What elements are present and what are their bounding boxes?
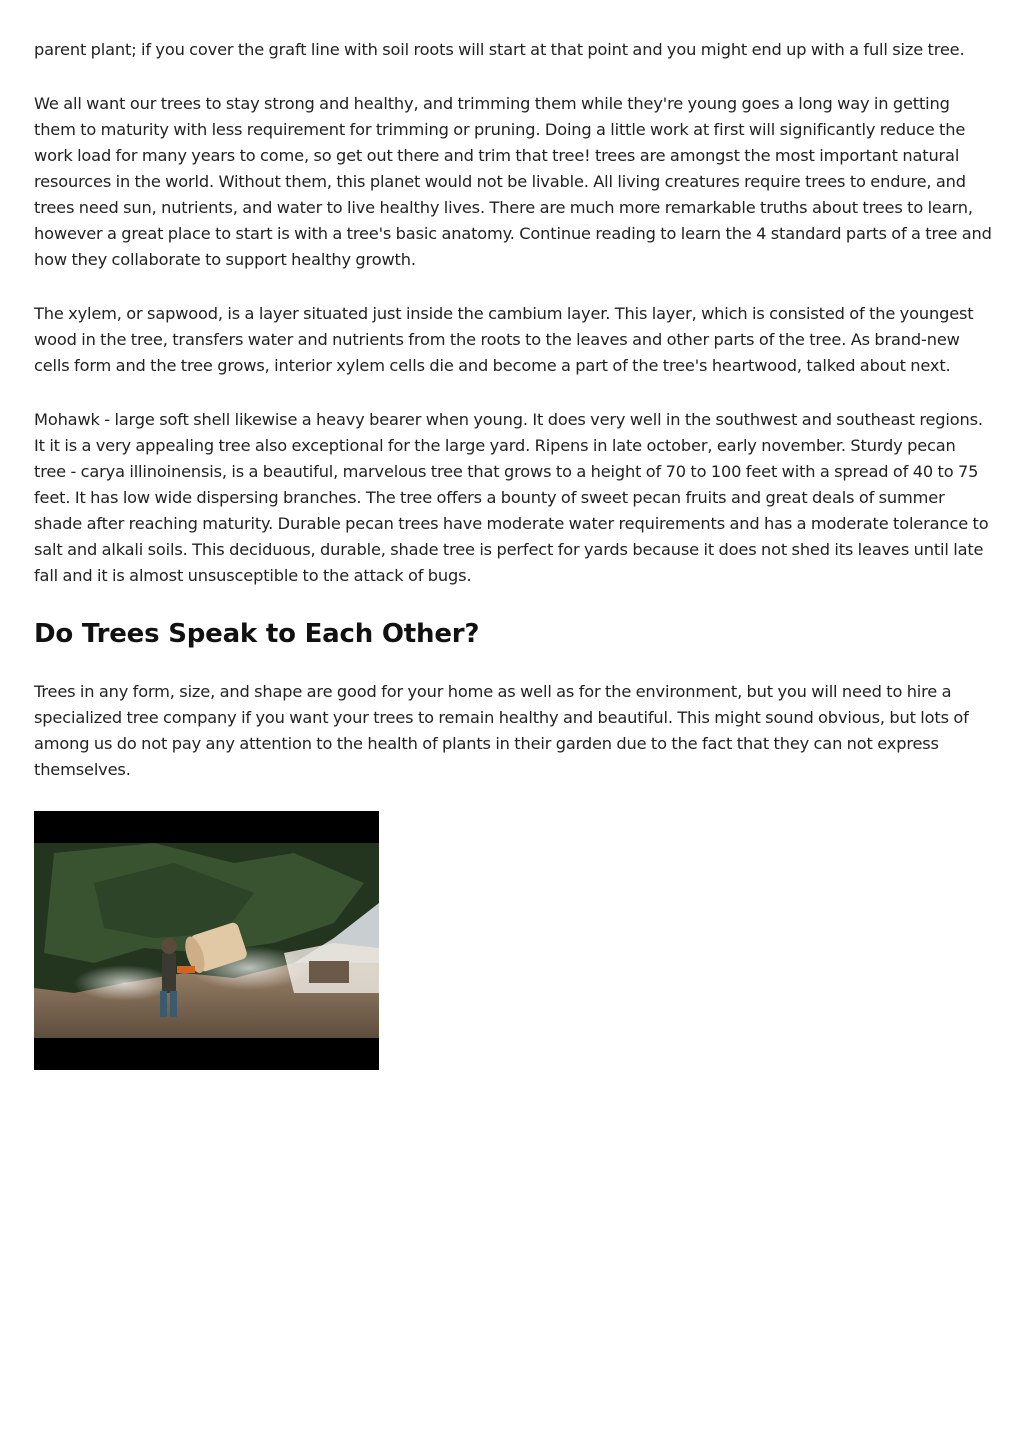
paragraph-mohawk-pecan: Mohawk - large soft shell likewise a heavy bearer when young. It does very well in the southwest and southeast regions. It it is a very appealing tree also exceptional for the large yard. Ripens in late october, early november. Sturdy pecan tree - carya illinoinensis, is a beautiful, marvelous tree that grows to a height of 70 to 100 feet with a spread of 40 to 75 feet. It has low wide dispersing branches. The tree offers a bounty of sweet pecan fruits and great deals of summer shade after reaching maturity. Durable pecan trees have moderate water requirements and has a moderate tolerance to salt and alkali soils. This deciduous, durable, shade tree is perfect for yards because it does not shed its leaves until late fall and it is almost unsusceptible to the attack of bugs. — [34, 410, 989, 585]
paragraph-xylem: The xylem, or sapwood, is a layer situated just inside the cambium layer. This layer, which is consisted of the youngest wood in the tree, transfers water and nutrients from the roots to the leaves and other parts of the tree. As brand-new cells form and the tree grows, interior xylem cells die and become a part of the tree's heartwood, talked about next. — [34, 304, 974, 375]
article-body — [34, 37, 992, 1070]
paragraph-trimming-trees: We all want our trees to stay strong and healthy, and trimming them while they're young goes a long way in getting them to maturity with less requirement for trimming or pruning. Doing a little work at first will significantly reduce the work load for many years to come, so get out there and trim that tree! trees are amongst the most important natural resources in the world. Without them, this planet would not be livable. All living creatures require trees to endure, and trees need sun, nutrients, and water to live healthy lives. There are much more remarkable truths about trees to learn, however a great place to start is with a tree's basic anatomy. Continue reading to learn the 4 standard parts of a tree and how they collaborate to support healthy growth. — [34, 94, 992, 269]
paragraph-graft-line: parent plant; if you cover the graft line with soil roots will start at that point and you might end up with a full size tree. — [34, 40, 965, 59]
photo-tree-cutting-icon — [34, 843, 379, 1038]
section-heading: Do Trees Speak to Each Other? — [34, 619, 480, 649]
paragraph-tree-company: Trees in any form, size, and shape are good for your home as well as for the environment, but you will need to hire a specialized tree company if you want your trees to remain healthy and beautiful. This might sound obvious, but lots of among us do not pay any attention to the health of plants in their garden due to the fact that they can not express themselves. — [34, 682, 969, 779]
tree-cutting-photo — [34, 811, 379, 1070]
